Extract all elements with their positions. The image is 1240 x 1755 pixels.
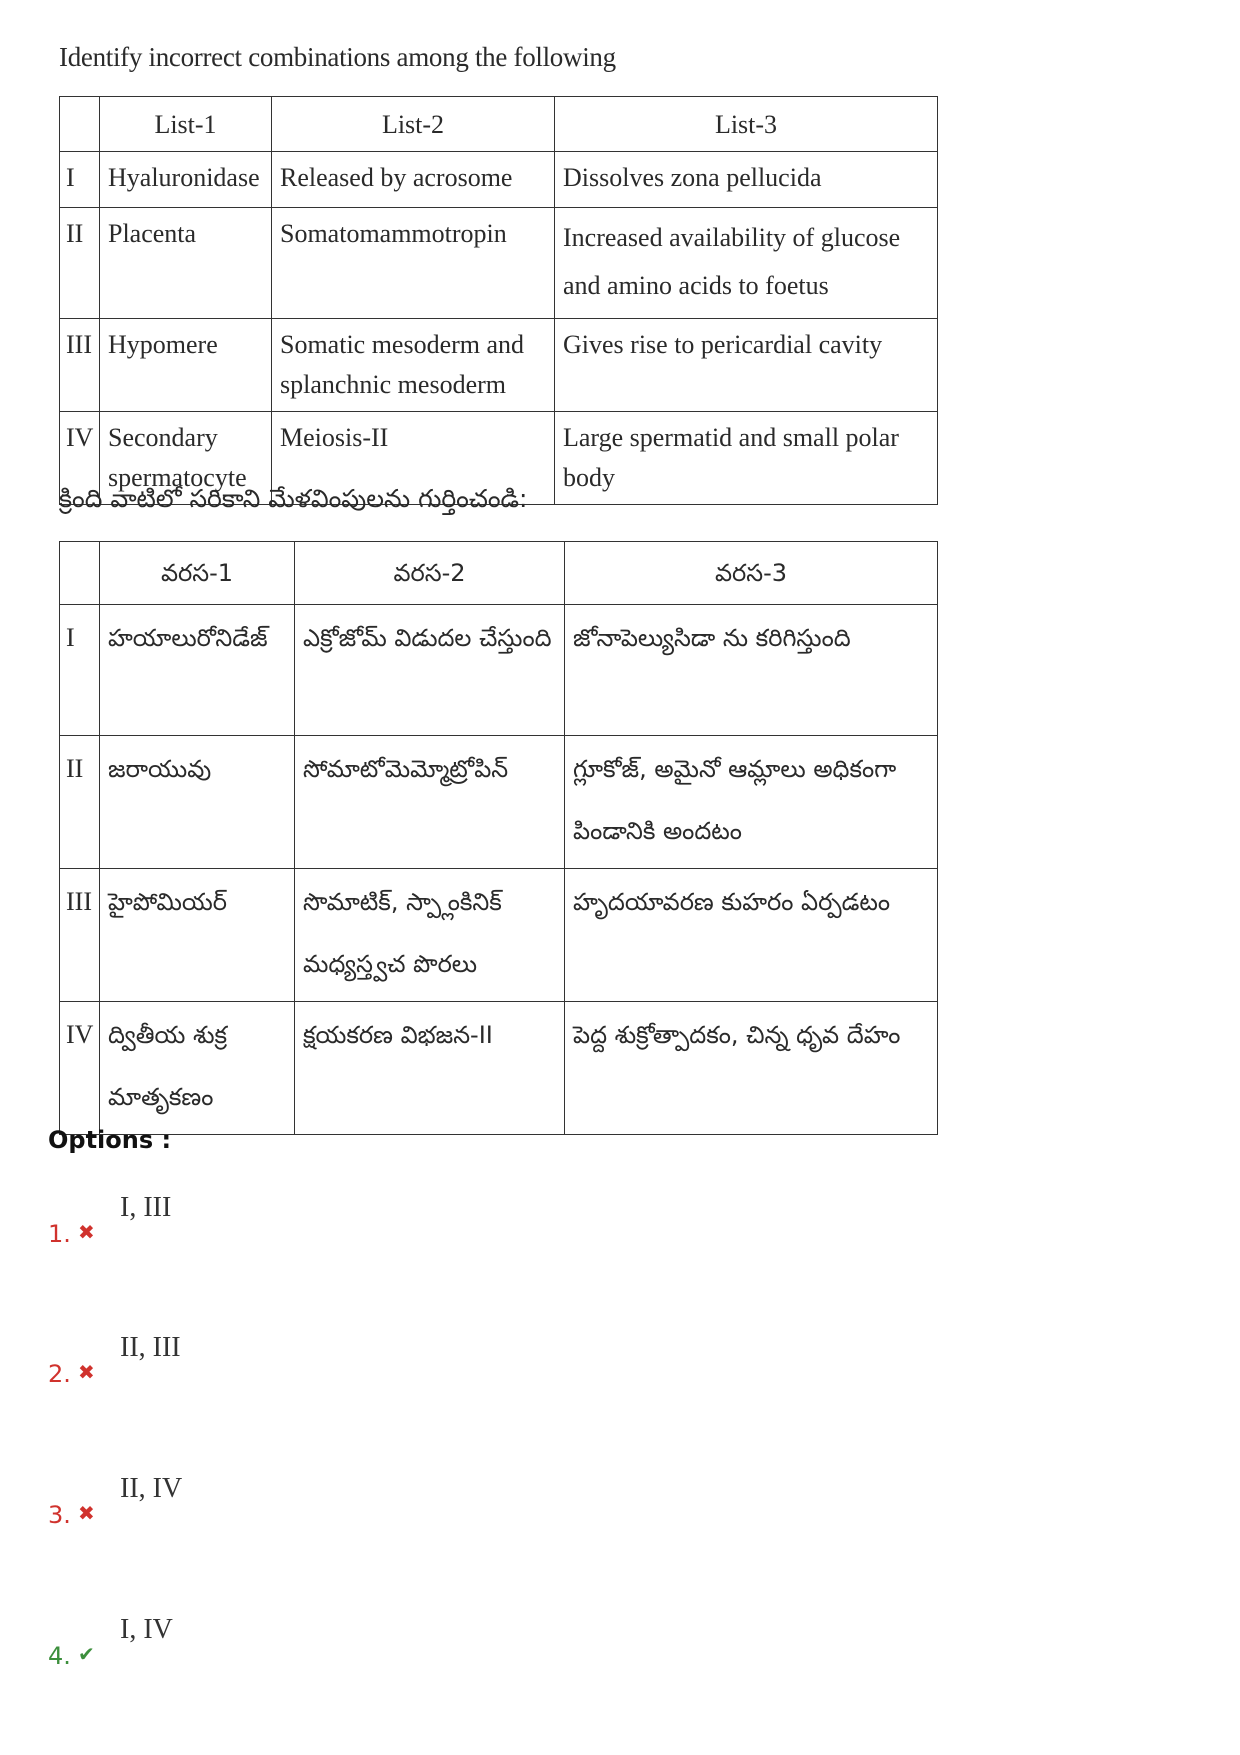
option-4[interactable]: [48, 1614, 648, 1704]
header-cell: వరస-2: [295, 542, 565, 605]
wrong-mark-icon: ✖: [78, 1220, 95, 1244]
list-3-cell: Large spermatid and small polar body: [555, 412, 938, 505]
table-header-row: [60, 97, 938, 152]
options-label: Options :: [48, 1126, 172, 1154]
list-3-cell: Increased availability of glucose and amino acids to foetus: [555, 208, 938, 319]
table-row: [60, 605, 938, 736]
row-number: I: [60, 605, 100, 736]
list-3-cell: హృదయావరణ కుహరం ఏర్పడటం: [565, 869, 938, 1002]
list-3-cell: పెద్ద శుక్రోత్పాదకం, చిన్న ధృవ దేహం: [565, 1002, 938, 1135]
option-1[interactable]: [48, 1192, 648, 1282]
list-1-cell: Secondary spermatocyte: [100, 412, 272, 505]
option-text: II, III: [120, 1332, 181, 1363]
list-2-cell: Meiosis-II: [272, 412, 555, 505]
table-header-row: [60, 542, 938, 605]
list-3-cell: గ్లూకోజ్, అమైనో ఆమ్లాలు అధికంగా పిండానికి అందటం: [565, 736, 938, 869]
row-number: III: [60, 869, 100, 1002]
check-mark-icon: ✔: [78, 1642, 95, 1666]
option-number: 1.: [48, 1220, 71, 1248]
row-number: IV: [60, 412, 100, 505]
list-1-cell: Hypomere: [100, 319, 272, 412]
table-row: [60, 1002, 938, 1135]
list-2-cell: Released by acrosome: [272, 152, 555, 208]
list-1-cell: హైపోమియర్: [100, 869, 295, 1002]
list-1-cell: హయాలురోనిడేజ్: [100, 605, 295, 736]
option-3[interactable]: [48, 1473, 648, 1563]
list-1-cell: Hyaluronidase: [100, 152, 272, 208]
table-row: [60, 208, 938, 319]
list-2-cell: Somatic mesoderm and splanchnic mesoderm: [272, 319, 555, 412]
table-row: [60, 319, 938, 412]
header-cell: వరస-3: [565, 542, 938, 605]
option-number: 3.: [48, 1501, 71, 1529]
list-1-cell: జరాయువు: [100, 736, 295, 869]
list-3-cell: జోనాపెల్యుసిడా ను కరిగిస్తుంది: [565, 605, 938, 736]
row-number: III: [60, 319, 100, 412]
header-cell: List-1: [100, 97, 272, 152]
list-2-cell: Somatomammotropin: [272, 208, 555, 319]
row-number: I: [60, 152, 100, 208]
list-1-cell: Placenta: [100, 208, 272, 319]
option-text: II, IV: [120, 1473, 183, 1504]
header-cell: [60, 97, 100, 152]
header-cell: [60, 542, 100, 605]
list-2-cell: ఎక్రోజోమ్ విడుదల చేస్తుంది: [295, 605, 565, 736]
list-2-cell: సోమాటోమెమ్మోట్రోపిన్: [295, 736, 565, 869]
list-3-cell: Gives rise to pericardial cavity: [555, 319, 938, 412]
wrong-mark-icon: ✖: [78, 1360, 95, 1384]
option-number: 2.: [48, 1360, 71, 1388]
row-number: IV: [60, 1002, 100, 1135]
list-table-english: [59, 96, 938, 505]
header-cell: List-3: [555, 97, 938, 152]
option-number: 4.: [48, 1642, 71, 1670]
question-english: Identify incorrect combinations among the following: [59, 42, 616, 72]
question-telugu: క్రింది వాటిలో సరికాని మేళవింపులను గుర్తించండి:: [59, 484, 528, 513]
list-3-cell: Dissolves zona pellucida: [555, 152, 938, 208]
list-2-cell: సొమాటిక్, స్ప్లాంకినిక్ మధ్యస్త్వచ పొరలు: [295, 869, 565, 1002]
option-text: I, III: [120, 1192, 172, 1223]
table-row: [60, 869, 938, 1002]
list-2-cell: క్షయకరణ విభజన-II: [295, 1002, 565, 1135]
list-1-cell: ద్వితీయ శుక్ర మాతృకణం: [100, 1002, 295, 1135]
row-number: II: [60, 736, 100, 869]
wrong-mark-icon: ✖: [78, 1501, 95, 1525]
header-cell: List-2: [272, 97, 555, 152]
table-row: [60, 152, 938, 208]
option-text: I, IV: [120, 1614, 173, 1645]
table-row: [60, 736, 938, 869]
option-2[interactable]: [48, 1332, 648, 1422]
list-table-telugu: [59, 541, 938, 1135]
header-cell: వరస-1: [100, 542, 295, 605]
row-number: II: [60, 208, 100, 319]
